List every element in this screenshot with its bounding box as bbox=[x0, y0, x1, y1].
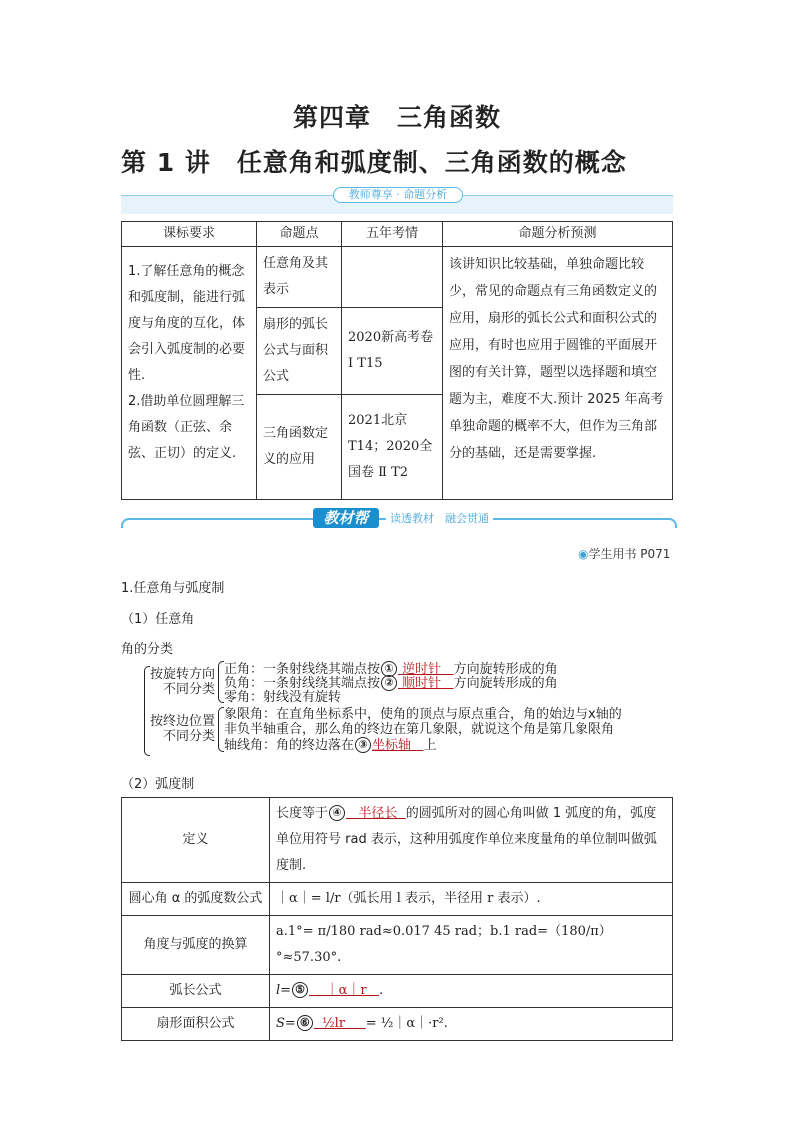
exam-cell: 2021北京 T14；2020全国卷 Ⅱ T2 bbox=[342, 395, 443, 500]
table-row bbox=[122, 247, 673, 308]
quadrant-angle-1: 象限角：在直角坐标系中，使角的顶点与原点重合，角的始边与x轴的 bbox=[224, 707, 622, 722]
chapter-title: 第四章 三角函数 bbox=[292, 103, 501, 132]
heading-3: 角的分类 bbox=[121, 642, 174, 657]
neg-pre: 负角：一条射线绕其端点按 bbox=[224, 676, 381, 691]
blank-5 bbox=[309, 983, 379, 998]
class2-label-b: 不同分类 bbox=[163, 729, 216, 744]
lesson-title: 第 1 讲 任意角和弧度制、三角函数的概念 bbox=[121, 148, 627, 177]
section-subtitle: 读透教材 融会贯通 bbox=[386, 510, 493, 526]
circled-1: ① bbox=[381, 661, 397, 677]
exam-cell: 2020新高考卷 Ⅰ T15 bbox=[342, 308, 443, 395]
zero-angle: 零角：射线没有旋转 bbox=[224, 690, 342, 705]
arc-pre: l= bbox=[276, 983, 292, 998]
blank-1-text: 逆时针 bbox=[402, 662, 442, 677]
arc-cell: l= ⑤ ｜α｜r . bbox=[270, 975, 673, 1008]
pos-pre: 正角：一条射线绕其端点按 bbox=[224, 662, 381, 677]
point-cell: 三角函数定义的应用 bbox=[257, 395, 342, 500]
header-cell: 命题点 bbox=[257, 222, 342, 247]
class1-label-b: 不同分类 bbox=[163, 682, 216, 697]
blank-3-text: 坐标轴 bbox=[372, 738, 412, 753]
teacher-banner: 教师尊享 · 命题分析 bbox=[333, 187, 463, 203]
quadrant-angle-2: 非负半轴重合，那么角的终边在第几象限，就说这个角是第几象限角 bbox=[224, 722, 615, 737]
point-cell: 任意角及其表示 bbox=[257, 247, 342, 308]
blank-4 bbox=[346, 806, 406, 821]
blank-2 bbox=[398, 676, 454, 691]
table-header-row bbox=[122, 222, 673, 247]
header-cell: 命题分析预测 bbox=[443, 222, 673, 247]
header-cell: 课标要求 bbox=[122, 222, 257, 247]
area-post: = ½｜α｜·r². bbox=[365, 1016, 448, 1031]
axis-pre: 轴线角：角的终边落在 bbox=[224, 738, 355, 753]
heading-2: （1）任意角 bbox=[121, 612, 195, 627]
circled-4: ④ bbox=[329, 805, 345, 821]
formula-cell: ｜α｜= l/r（弧长用 l 表示，半径用 r 表示）. bbox=[270, 883, 673, 916]
table-row bbox=[122, 1008, 673, 1041]
heading-1: 1.任意角与弧度制 bbox=[121, 581, 225, 596]
area-cell bbox=[270, 1008, 673, 1041]
circled-5: ⑤ bbox=[292, 982, 308, 998]
class1-label: 按旋转方向 bbox=[150, 667, 216, 682]
analysis-cell: 该讲知识比较基础，单独命题比较少，常见的命题点有三角函数定义的应用，扇形的弧长公式和面积公式的应用，有时也应用于圆锥的平面展开图的有关计算，题型以选择题和填空题为主，难度不大.预计 2025 年高考单独命题的概率不大，但作为三角部分的基础，还是需要掌握. bbox=[443, 247, 673, 500]
circled-2: ② bbox=[381, 675, 397, 691]
table-row bbox=[122, 975, 673, 1008]
heading-4: （2）弧度制 bbox=[121, 777, 195, 792]
circled-6: ⑥ bbox=[297, 1015, 313, 1031]
blank-4-text: 半径长 bbox=[358, 806, 398, 821]
def-pre: 长度等于 bbox=[276, 806, 329, 821]
requirements-cell: 1.了解任意角的概念和弧度制，能进行弧度与角度的互化，体会引入弧度制的必要性. 2.借助单位圆理解三角函数（正弦、余弦、正切）的定义. bbox=[122, 247, 257, 500]
area-pre: S= bbox=[276, 1016, 296, 1031]
circled-3: ③ bbox=[355, 737, 371, 753]
blank-6-text: ½lr bbox=[322, 1016, 346, 1031]
arc-label: 弧长公式 bbox=[122, 975, 270, 1008]
formula-label: 圆心角 α 的弧度数公式 bbox=[122, 883, 270, 916]
area-label: 扇形面积公式 bbox=[122, 1008, 270, 1041]
exam-cell bbox=[342, 247, 443, 308]
table-row bbox=[122, 883, 673, 916]
def-post: 的圆弧所对的圆心角叫做 1 弧度的角，弧度单位用符号 rad 表示，这种用弧度作单位来度量角的单位制叫做弧度制. bbox=[276, 806, 657, 873]
section-tag: 教材帮 bbox=[313, 508, 379, 528]
student-book-ref-text: 学生用书 P071 bbox=[588, 547, 671, 561]
convert-label: 角度与弧度的换算 bbox=[122, 916, 270, 975]
axis-angle bbox=[224, 737, 436, 753]
student-book-ref bbox=[578, 545, 670, 562]
radian-table bbox=[121, 797, 673, 1041]
blank-2-text: 顺时针 bbox=[402, 676, 442, 691]
negative-angle bbox=[224, 675, 558, 691]
definition-label: 定义 bbox=[122, 798, 270, 883]
neg-post: 方向旋转形成的角 bbox=[453, 676, 558, 691]
blank-5-text: ｜α｜r bbox=[325, 983, 367, 998]
definition-cell bbox=[270, 798, 673, 883]
dot-icon: ◉ bbox=[578, 547, 589, 561]
table-row bbox=[122, 798, 673, 883]
convert-cell: a.1°= π/180 rad≈0.017 45 rad；b.1 rad=（180/π）°≈57.30°. bbox=[270, 916, 673, 975]
blank-3 bbox=[372, 738, 423, 753]
class2-label: 按终边位置 bbox=[150, 714, 216, 729]
blank-6 bbox=[314, 1016, 366, 1031]
axis-post: 上 bbox=[423, 738, 437, 753]
overview-table bbox=[121, 221, 673, 500]
pos-post: 方向旋转形成的角 bbox=[453, 662, 558, 677]
header-cell: 五年考情 bbox=[342, 222, 443, 247]
table-row bbox=[122, 916, 673, 975]
point-cell: 扇形的弧长公式与面积公式 bbox=[257, 308, 342, 395]
